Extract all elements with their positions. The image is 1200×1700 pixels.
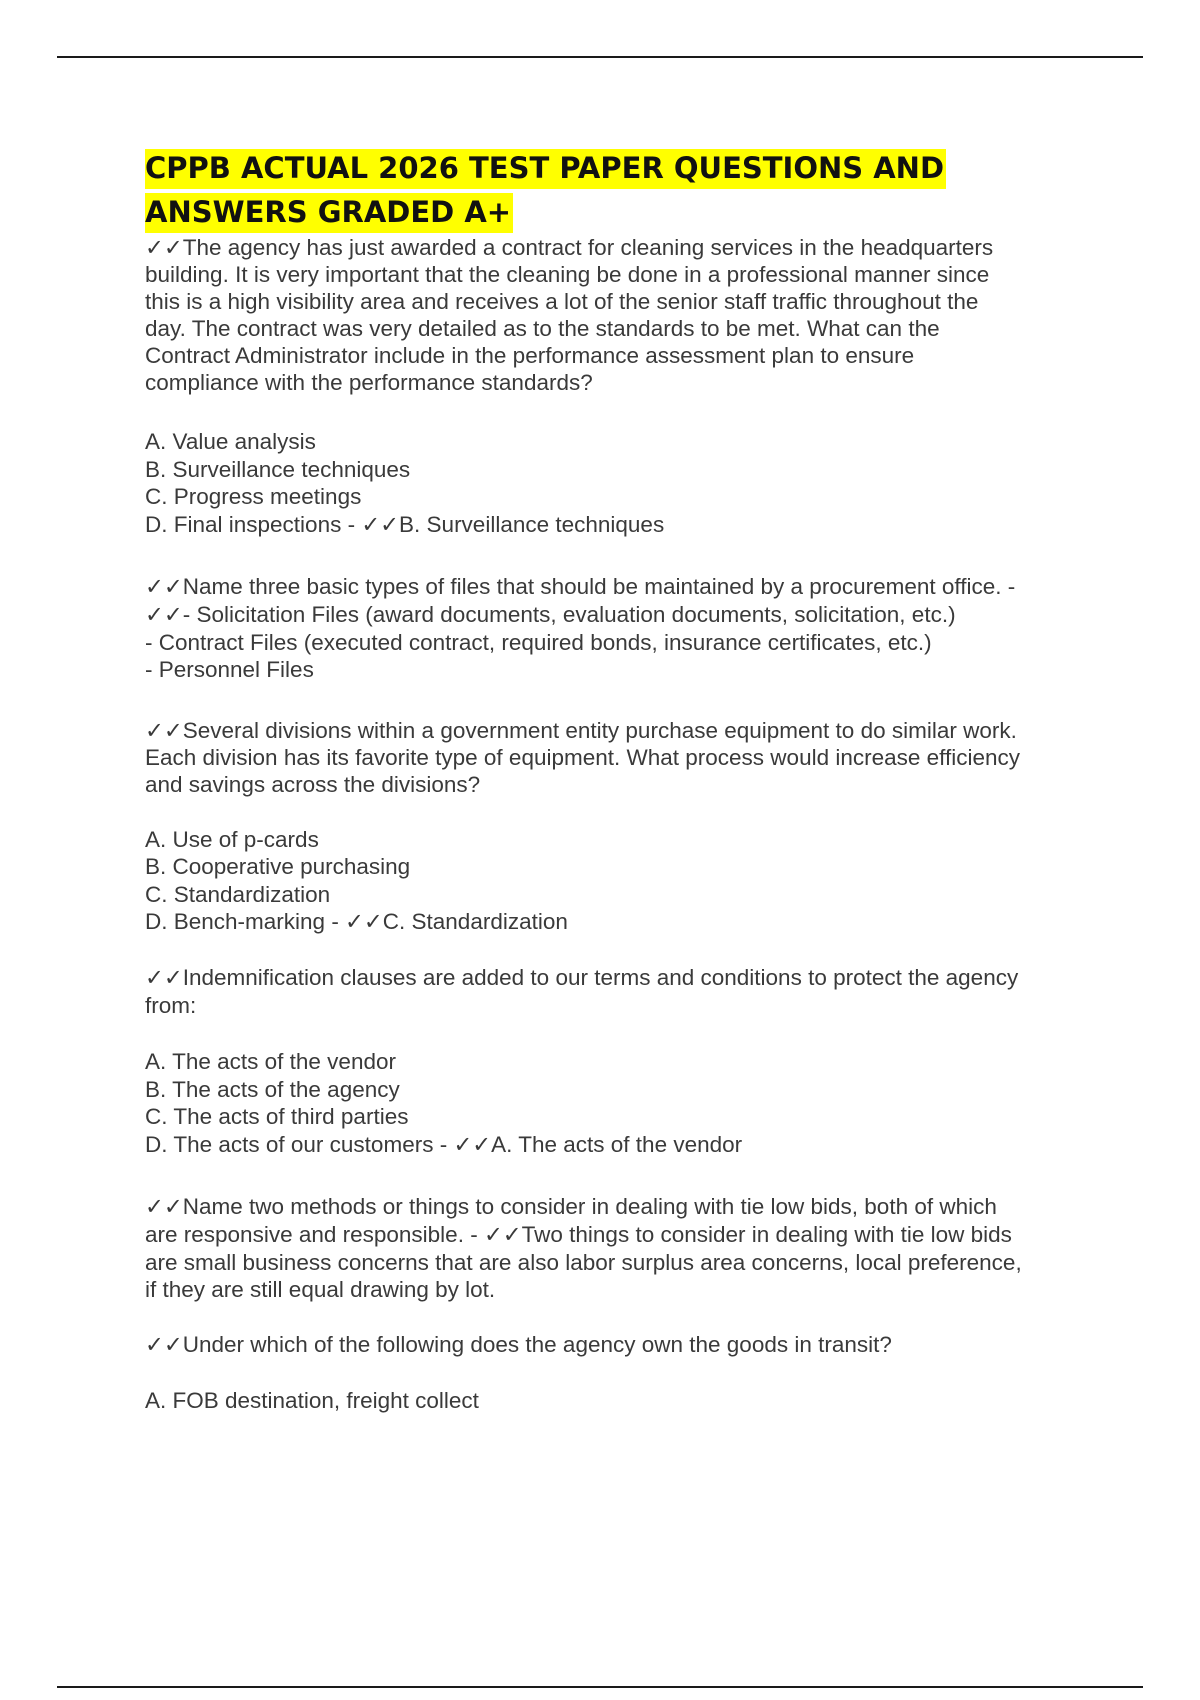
- title-line-2: ANSWERS GRADED A+: [145, 193, 513, 233]
- question-5: [145, 1193, 1105, 1303]
- question-text-line: from:: [145, 993, 197, 1018]
- answer-text-line: if they are still equal drawing by lot.: [145, 1276, 496, 1302]
- question-text-line: Contract Administrator include in the performance assessment plan to ensure: [145, 343, 915, 368]
- question-3: [145, 717, 1105, 937]
- answer-text-line: ✓✓- Solicitation Files (award documents, evaluation documents, solicitation, etc.): [145, 601, 956, 627]
- question-text-line: ✓✓Under which of the following does the agency own the goods in transit?: [145, 1331, 892, 1357]
- answer-option: A. Use of p-cards: [145, 826, 319, 852]
- question-4: [145, 964, 1105, 1159]
- answer-option: C. Standardization: [145, 881, 331, 907]
- document-body: [145, 146, 1105, 1414]
- bottom-rule: [57, 1686, 1143, 1688]
- question-1: [145, 234, 1105, 539]
- answer-option: A. Value analysis: [145, 429, 316, 454]
- answer-option: A. The acts of the vendor: [145, 1049, 396, 1074]
- question-text-line: ✓✓Name three basic types of files that should be maintained by a procurement office. -: [145, 573, 1016, 599]
- question-text-line: and savings across the divisions?: [145, 771, 481, 797]
- answer-option: A. FOB destination, freight collect: [145, 1387, 479, 1413]
- answer-option: C. Progress meetings: [145, 484, 362, 509]
- title-line-1: CPPB ACTUAL 2026 TEST PAPER QUESTIONS AND: [145, 149, 946, 189]
- question-text-line: ✓✓Several divisions within a government entity purchase equipment to do similar work.: [145, 717, 1017, 743]
- answer-option: B. Surveillance techniques: [145, 456, 411, 482]
- question-text-line: building. It is very important that the cleaning be done in a professional manner since: [145, 262, 990, 287]
- answer-option: B. The acts of the agency: [145, 1076, 400, 1102]
- answer-option: C. The acts of third parties: [145, 1104, 409, 1129]
- question-2: [145, 573, 1105, 683]
- answer-text-line: are responsive and responsible. - ✓✓Two things to consider in dealing with tie low bids: [145, 1221, 1012, 1247]
- question-6: [145, 1331, 1105, 1415]
- question-text-line: day. The contract was very detailed as to the standards to be met. What can the: [145, 316, 940, 341]
- document-title: [145, 146, 1105, 234]
- answer-option-with-key: D. Final inspections - ✓✓B. Surveillance techniques: [145, 511, 665, 537]
- question-text-line: this is a high visibility area and receives a lot of the senior staff traffic throughout the: [145, 289, 979, 314]
- answer-text-line: are small business concerns that are also labor surplus area concerns, local preference,: [145, 1249, 1022, 1275]
- answer-text-line: - Personnel Files: [145, 656, 314, 682]
- question-text-line: ✓✓The agency has just awarded a contract for cleaning services in the headquarters: [145, 235, 994, 260]
- question-text-line: ✓✓Name two methods or things to consider in dealing with tie low bids, both of which: [145, 1193, 997, 1219]
- answer-text-line: - Contract Files (executed contract, required bonds, insurance certificates, etc.): [145, 629, 932, 655]
- answer-option: B. Cooperative purchasing: [145, 854, 411, 879]
- top-rule: [57, 56, 1143, 58]
- question-text-line: ✓✓Indemnification clauses are added to our terms and conditions to protect the agency: [145, 965, 1019, 990]
- answer-option-with-key: D. Bench-marking - ✓✓C. Standardization: [145, 909, 568, 934]
- question-text-line: compliance with the performance standards?: [145, 370, 593, 395]
- answer-option-with-key: D. The acts of our customers - ✓✓A. The acts of the vendor: [145, 1131, 743, 1157]
- question-text-line: Each division has its favorite type of equipment. What process would increase efficiency: [145, 744, 1021, 770]
